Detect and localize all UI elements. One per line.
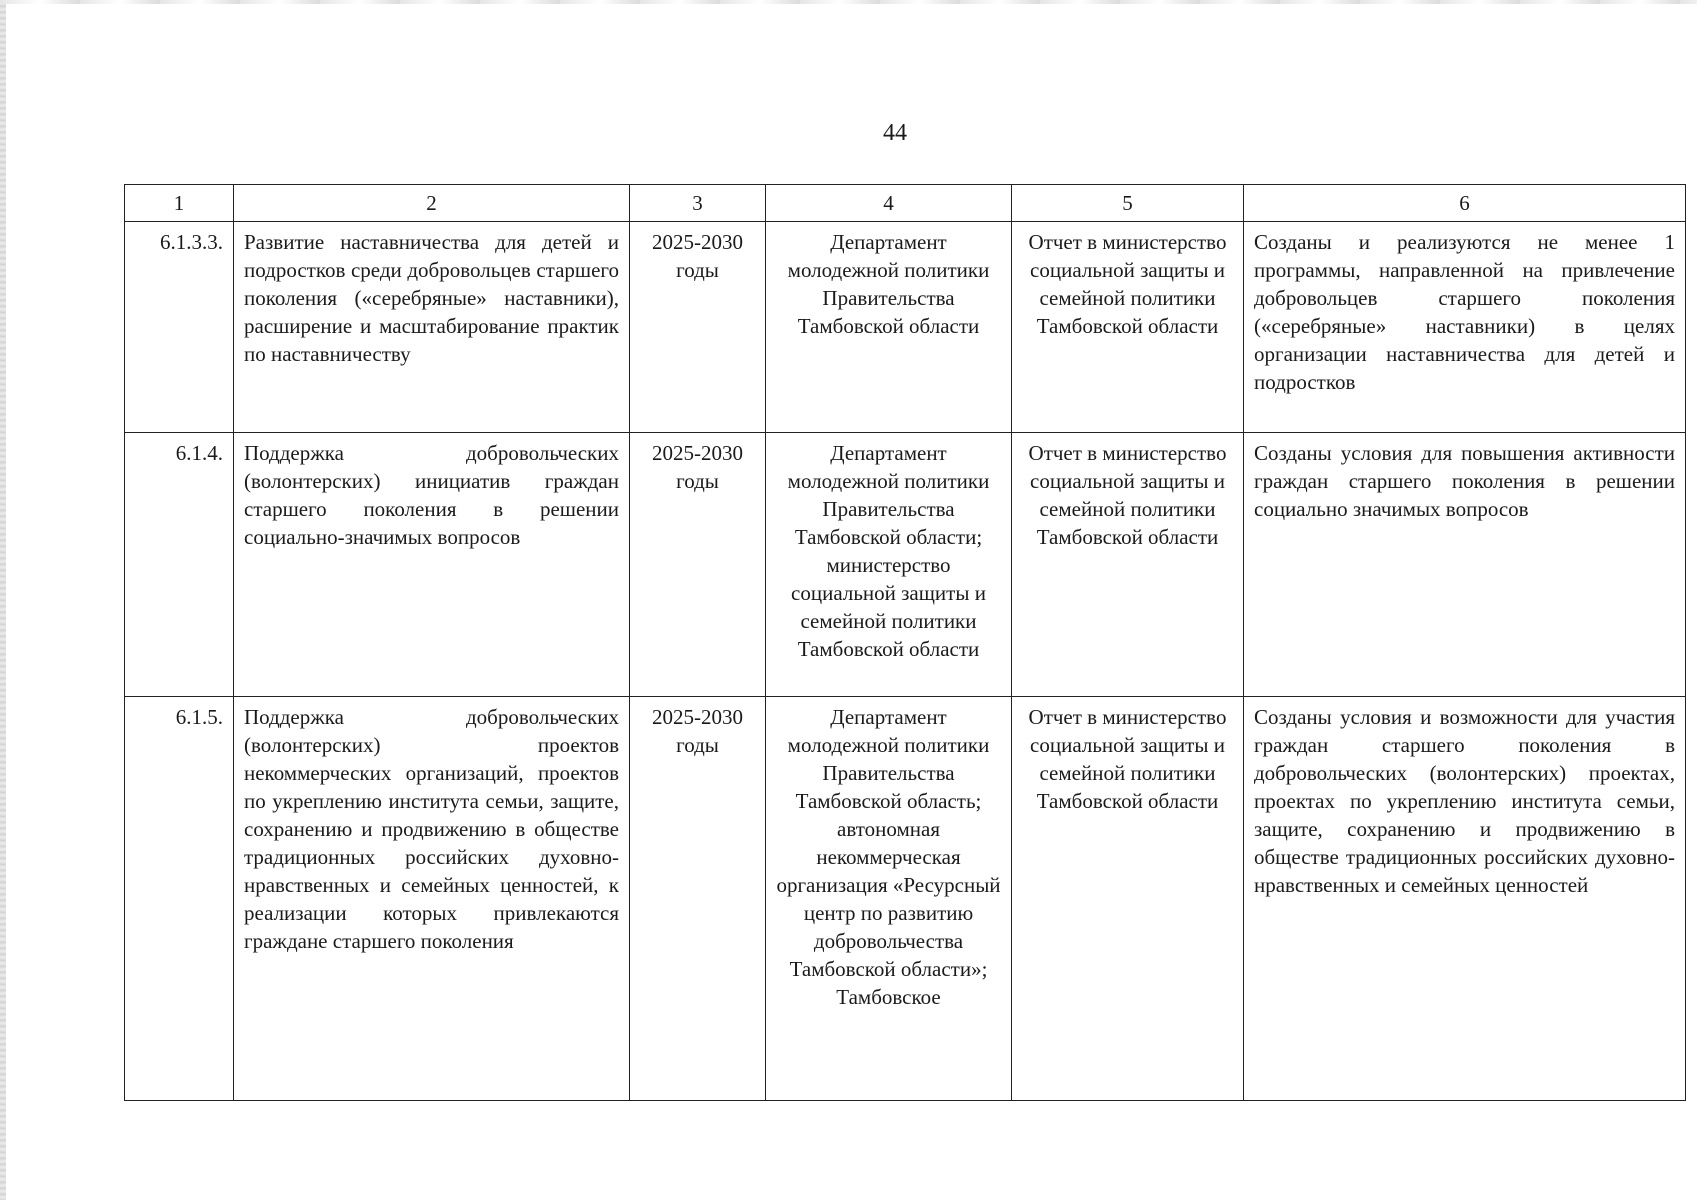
expected-result: Созданы и реализуются не менее 1 программы, направленной на привлечение добровольцев старшего поколения («серебряные» наставники) в целях организации наставничества для детей и подростков [1244, 222, 1686, 433]
event-description: Поддержка добровольческих (волонтерских) проектов некоммерческих организаций, проектов по укреплению института семьи, защите, сохранению и продвижению в обществе традиционных российских духовно-нравственных и семейных ценностей, к реализации которых привлекаются граждане старшего поколения [234, 697, 630, 1101]
implementation-period: 2025-2030 годы [630, 222, 766, 433]
column-header: 6 [1244, 185, 1686, 222]
report-form: Отчет в министерство социальной защиты и семейной политики Тамбовской области [1012, 222, 1244, 433]
scan-top-artifact [0, 0, 1697, 4]
measures-table [124, 184, 1686, 1101]
event-description: Развитие наставничества для детей и подростков среди добровольцев старшего поколения («серебряные» наставники), расширение и масштабирование практик по наставничеству [234, 222, 630, 433]
responsible-executor: Департамент молодежной политики Правительства Тамбовской область; автономная некоммерческая организация «Ресурсный центр по развитию добровольчества Тамбовской области»; Тамбовское [766, 697, 1012, 1101]
scan-edge-artifact [0, 0, 6, 1200]
page-number: 44 [883, 120, 907, 146]
report-form: Отчет в министерство социальной защиты и семейной политики Тамбовской области [1012, 433, 1244, 697]
table-header-row [125, 185, 1686, 222]
event-description: Поддержка добровольческих (волонтерских) инициатив граждан старшего поколения в решении социально-значимых вопросов [234, 433, 630, 697]
table-row [125, 222, 1686, 433]
item-number: 6.1.3.3. [125, 222, 234, 433]
item-number: 6.1.4. [125, 433, 234, 697]
table-row [125, 433, 1686, 697]
column-header: 4 [766, 185, 1012, 222]
implementation-period: 2025-2030 годы [630, 697, 766, 1101]
column-header: 5 [1012, 185, 1244, 222]
column-header: 3 [630, 185, 766, 222]
report-form: Отчет в министерство социальной защиты и семейной политики Тамбовской области [1012, 697, 1244, 1101]
item-number: 6.1.5. [125, 697, 234, 1101]
expected-result: Созданы условия и возможности для участия граждан старшего поколения в добровольческих (волонтерских) проектах, проектах по укреплению института семьи, защите, сохранению и продвижению в обществе традиционных российских духовно-нравственных и семейных ценностей [1244, 697, 1686, 1101]
responsible-executor: Департамент молодежной политики Правительства Тамбовской области [766, 222, 1012, 433]
column-header: 1 [125, 185, 234, 222]
expected-result: Созданы условия для повышения активности граждан старшего поколения в решении социально значимых вопросов [1244, 433, 1686, 697]
responsible-executor: Департамент молодежной политики Правительства Тамбовской области; министерство социальной защиты и семейной политики Тамбовской области [766, 433, 1012, 697]
implementation-period: 2025-2030 годы [630, 433, 766, 697]
table-row [125, 697, 1686, 1101]
column-header: 2 [234, 185, 630, 222]
